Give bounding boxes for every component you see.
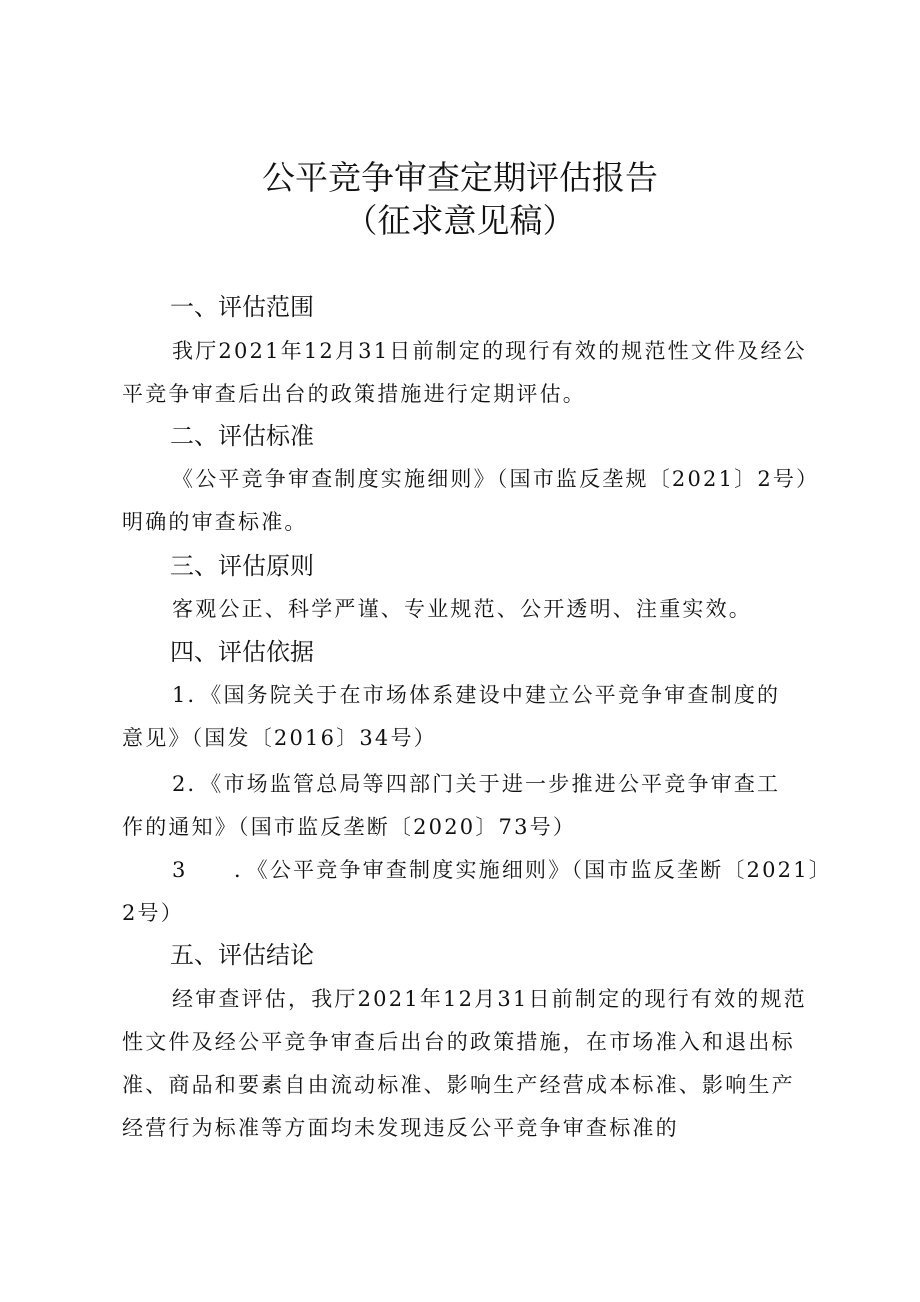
paragraph-line: 性文件及经公平竞争审查后出台的政策措施，在市场准入和退出标 <box>122 1030 795 1054</box>
section-heading-conclusion: 五、评估结论 <box>170 941 314 969</box>
document-subtitle: （征求意见稿） <box>344 201 576 240</box>
paragraph-line: 2．《市场监管总局等四部门关于进一步推进公平竞争审查工 <box>172 772 781 796</box>
document-title: 公平竞争审查定期评估报告 <box>262 158 658 197</box>
section-body-scope <box>122 330 812 416</box>
paragraph-line: 2号） <box>122 901 184 925</box>
section-heading-principle: 三、评估原则 <box>170 552 314 580</box>
basis-item-1 <box>122 674 812 760</box>
section-heading-scope: 一、评估范围 <box>170 293 314 321</box>
paragraph-line: 准、商品和要素自由流动标准、影响生产经营成本标准、影响生产 <box>122 1073 795 1097</box>
paragraph-line: 《公平竞争审查制度实施细则》（国市监反垄规〔2021〕2号） <box>172 467 820 491</box>
section-body-conclusion <box>122 978 812 1150</box>
section-body-principle <box>122 588 812 631</box>
paragraph-line: 平竞争审查后出台的政策措施进行定期评估。 <box>122 382 586 406</box>
paragraph-line: 意见》（国发〔2016〕34号） <box>122 726 437 750</box>
basis-item-2 <box>122 763 812 849</box>
section-heading-standard: 二、评估标准 <box>170 422 314 450</box>
paragraph-line: 我厅2021年12月31日前制定的现行有效的规范性文件及经公 <box>172 339 807 363</box>
paragraph-line: 3 ．《公平竞争审查制度实施细则》（国市监反垄断〔2021〕 <box>172 858 833 882</box>
paragraph-line: 经审查评估，我厅2021年12月31日前制定的现行有效的规范 <box>172 987 807 1011</box>
paragraph-line: 客观公正、科学严谨、专业规范、公开透明、注重实效。 <box>172 597 752 621</box>
paragraph-line: 作的通知》（国市监反垄断〔2020〕73号） <box>122 815 577 839</box>
paragraph-line: 明确的审查标准。 <box>122 510 308 534</box>
basis-item-3 <box>122 849 833 935</box>
paragraph-line: 1．《国务院关于在市场体系建设中建立公平竞争审查制度的 <box>172 683 781 707</box>
paragraph-line: 经营行为标准等方面均未发现违反公平竞争审查标准的 <box>122 1116 679 1140</box>
section-body-standard <box>122 458 820 544</box>
section-heading-basis: 四、评估依据 <box>170 638 314 666</box>
